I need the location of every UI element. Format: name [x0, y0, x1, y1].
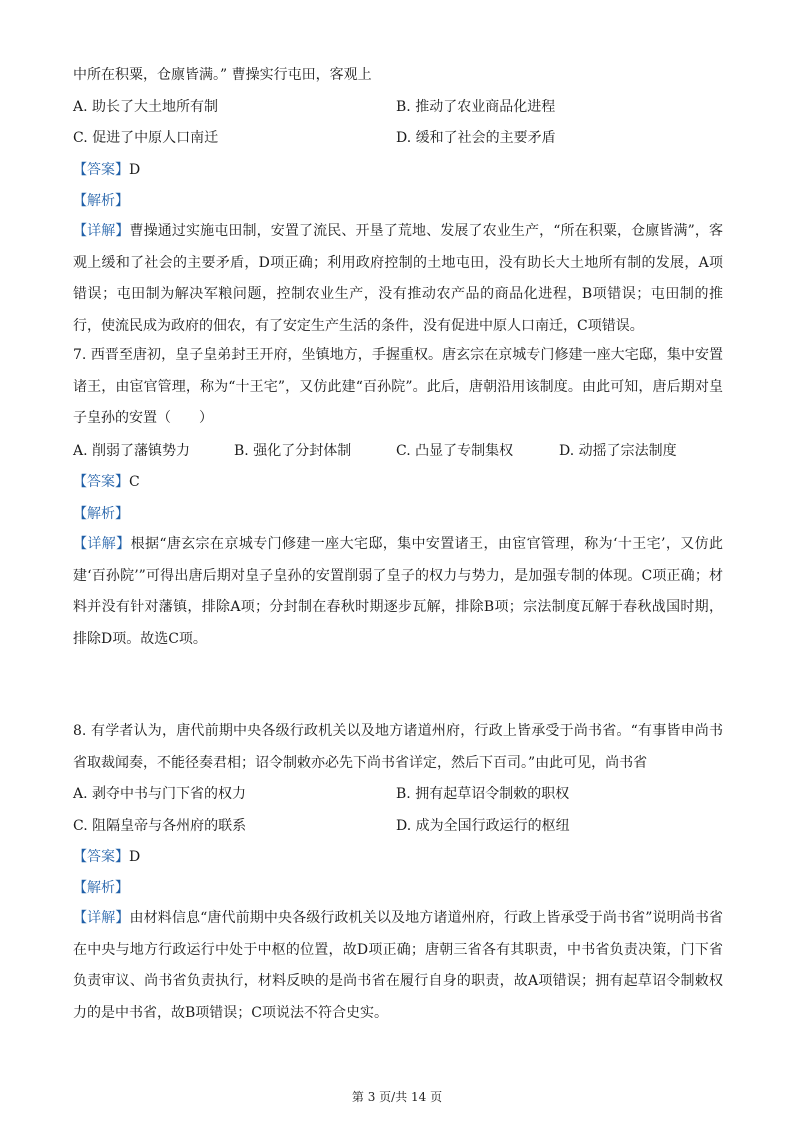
detail-tag: 【详解】 [73, 910, 130, 926]
answer-value: D [129, 162, 141, 178]
q6-option-c: C. 促进了中原人口南迁 [73, 130, 219, 146]
q7-stem: 7. 西晋至唐初，皇子皇弟封王开府，坐镇地方，手握重权。唐玄宗在京城专门修建一座大宅邸，集中安置诸王，由宦官管理，称为“十王宅”，又仿此建“百孙院”。此后，唐朝沿用该制度。由此可知，唐后期对皇子皇孙的安置（ ） [73, 347, 723, 426]
q6-analysis-label [73, 190, 129, 212]
q8-option-b: B. 拥有起草诏令制敕的职权 [396, 786, 570, 802]
answer-tag: 【答案】 [73, 162, 129, 178]
q6-detail [73, 216, 723, 342]
answer-tag: 【答案】 [73, 474, 129, 490]
q7-analysis-label [73, 503, 129, 525]
q6-option-d: D. 缓和了社会的主要矛盾 [396, 130, 556, 146]
detail-tag: 【详解】 [73, 223, 130, 239]
q8-option-a: A. 剥夺中书与门下省的权力 [73, 786, 247, 802]
q6-option-a: A. 助长了大土地所有制 [73, 99, 219, 115]
analysis-tag: 【解析】 [73, 880, 129, 896]
answer-value: D [129, 849, 141, 865]
answer-tag: 【答案】 [73, 849, 129, 865]
q7-option-c: C. 凸显了专制集权 [396, 443, 514, 459]
q6-stem-tail: 中所在积粟，仓廪皆满。” 曹操实行屯田，客观上 [73, 67, 372, 83]
analysis-tag: 【解析】 [73, 506, 129, 522]
q8-analysis-label [73, 877, 129, 899]
q7-option-a: A. 削弱了藩镇势力 [73, 443, 191, 459]
detail-tag: 【详解】 [73, 536, 131, 552]
q7-detail [73, 529, 723, 655]
answer-value: C [129, 474, 140, 490]
detail-text: 曹操通过实施屯田制，安置了流民、开垦了荒地、发展了农业生产，“所在积粟，仓廪皆满”，客观上缓和了社会的主要矛盾，D项正确；利用政府控制的土地屯田，没有助长大土地所有制的发展，A项错误；屯田制为解决军粮问题，控制农业生产，没有推动农产品的商品化进程，B项错误；屯田制的推行，使流民成为政府的佃农，有了安定生产生活的条件，没有促进中原人口南迁，C项错误。 [73, 223, 724, 334]
q6-answer [73, 159, 140, 181]
q7-option-b: B. 强化了分封体制 [234, 443, 352, 459]
detail-text: 由材料信息“唐代前期中央各级行政机关以及地方诸道州府，行政上皆承受于尚书省”说明尚书省在中央与地方行政运行中处于中枢的位置，故D项正确；唐朝三省各有其职责，中书省负责决策，门下省负责审议、尚书省负责执行，材料反映的是尚书省在履行自身的职责，故A项错误；拥有起草诏令制敕权力的是中书省，故B项错误；C项说法不符合史实。 [73, 910, 724, 1021]
analysis-tag: 【解析】 [73, 193, 129, 209]
q8-option-d: D. 成为全国行政运行的枢纽 [396, 818, 570, 834]
detail-text: 根据“唐玄宗在京城专门修建一座大宅邸，集中安置诸王，由宦官管理，称为‘十王宅’，又仿此建‘百孙院’”可得出唐后期对皇子皇孙的安置削弱了皇子的权力与势力，是加强专制的体现。C项正确；材料并没有针对藩镇，排除A项；分封制在春秋时期逐步瓦解，排除B项；宗法制度瓦解于春秋战国时期，排除D项。故选C项。 [73, 536, 723, 647]
q8-option-c: C. 阻隔皇帝与各州府的联系 [73, 818, 247, 834]
q8-answer [73, 846, 140, 868]
q8-detail [73, 903, 723, 1029]
page-number: 第 3 页/共 14 页 [351, 1090, 443, 1104]
q7-option-d: D. 动摇了宗法制度 [559, 443, 677, 459]
q7-answer [73, 471, 140, 493]
q8-stem: 8. 有学者认为，唐代前期中央各级行政机关以及地方诸道州府，行政上皆承受于尚书省。“有事皆申尚书省取裁闻奏，不能径奏君相；诏令制敕亦必先下尚书省详定，然后下百司。”由此可见，尚书省 [73, 723, 723, 771]
q6-option-b: B. 推动了农业商品化进程 [396, 99, 556, 115]
